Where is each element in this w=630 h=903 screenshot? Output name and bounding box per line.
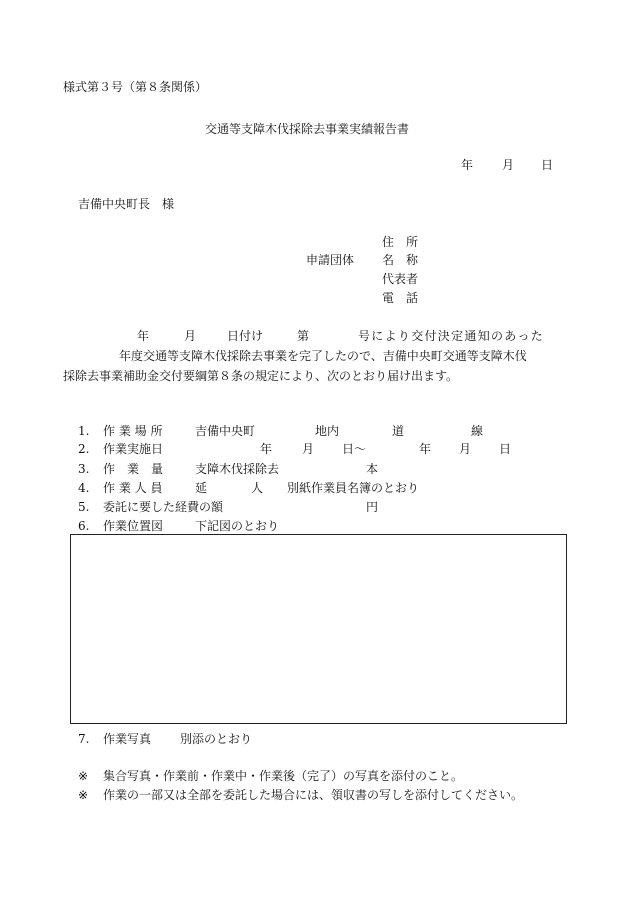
item-value: 下記図のとおり	[195, 519, 280, 533]
item-value: 地内	[315, 424, 340, 438]
address-label: 住 所	[382, 235, 419, 249]
item-location-map	[0, 519, 630, 533]
note-photos	[0, 769, 630, 783]
item-label: 作 業 量	[103, 462, 164, 476]
item-value: 日～	[342, 442, 367, 456]
item-value: 別添のとおり	[180, 732, 253, 746]
body-month: 月	[184, 329, 197, 343]
item-value: 円	[366, 500, 379, 514]
representative-label: 代表者	[382, 272, 419, 286]
item-number: 3.	[78, 462, 90, 476]
item-label: 委託に要した経費の額	[103, 500, 224, 514]
note-mark: ※	[78, 769, 89, 783]
item-work-location	[0, 424, 630, 438]
body-line-2: 年度交通等支障木伐採除去事業を完了したので、吉備中央町交通等支障木伐	[119, 349, 527, 363]
item-number: 7.	[78, 732, 90, 746]
item-value: 年	[260, 442, 273, 456]
date-year: 年	[461, 158, 474, 172]
document-title: 交通等支障木伐採除去事業実績報告書	[205, 122, 410, 136]
date-line	[0, 158, 630, 172]
item-value: 月	[302, 442, 315, 456]
item-label: 作業写真	[103, 732, 152, 746]
item-number: 1.	[78, 424, 90, 438]
item-value: 吉備中央町	[195, 424, 256, 438]
item-value: 線	[471, 424, 484, 438]
item-value: 道	[392, 424, 405, 438]
item-work-volume	[0, 462, 630, 476]
item-number: 4.	[78, 481, 90, 495]
item-value: 月	[459, 442, 472, 456]
item-work-personnel	[0, 481, 630, 495]
item-work-photos	[0, 732, 630, 746]
form-number: 様式第３号（第８条関係）	[63, 80, 208, 94]
date-day: 日	[541, 158, 554, 172]
item-commission-cost	[0, 500, 630, 514]
body-line-3: 採除去事業補助金交付要綱第８条の規定により、次のとおり届け出ます。	[63, 369, 459, 383]
note-mark: ※	[78, 788, 89, 802]
item-value: 延	[195, 481, 208, 495]
body-line-1	[0, 329, 630, 343]
note-text: 集合写真・作業前・作業中・作業後（完了）の写真を添付のこと。	[103, 769, 464, 783]
body-number-prefix: 第	[297, 329, 310, 343]
location-map-box	[70, 534, 567, 724]
item-number: 2.	[78, 442, 90, 456]
item-work-date	[0, 442, 630, 456]
item-number: 5.	[78, 500, 90, 514]
item-label: 作 業 場 所	[103, 424, 163, 438]
item-value: 支障木伐採除去	[195, 462, 280, 476]
item-label: 作業実施日	[103, 442, 164, 456]
date-month: 月	[502, 158, 515, 172]
item-label: 作 業 人 員	[103, 481, 163, 495]
item-value: 本	[366, 462, 379, 476]
item-value: 人	[251, 481, 264, 495]
phone-label: 電 話	[382, 291, 419, 305]
item-number: 6.	[78, 519, 90, 533]
addressee: 吉備中央町長 様	[78, 197, 175, 211]
body-year: 年	[137, 329, 150, 343]
body-day-dated: 日付け	[227, 329, 264, 343]
item-label: 作業位置図	[103, 519, 164, 533]
item-value: 別紙作業員名簿のとおり	[287, 481, 420, 495]
item-value: 日	[499, 442, 512, 456]
item-value: 年	[419, 442, 432, 456]
name-label: 名 称	[382, 253, 419, 267]
note-receipt	[0, 788, 630, 802]
body-decision-text: 号により交付決定通知のあった	[358, 329, 545, 343]
applicant-group-label: 申請団体	[306, 253, 355, 267]
note-text: 作業の一部又は全部を委託した場合には、領収書の写しを添付してください。	[103, 788, 524, 802]
